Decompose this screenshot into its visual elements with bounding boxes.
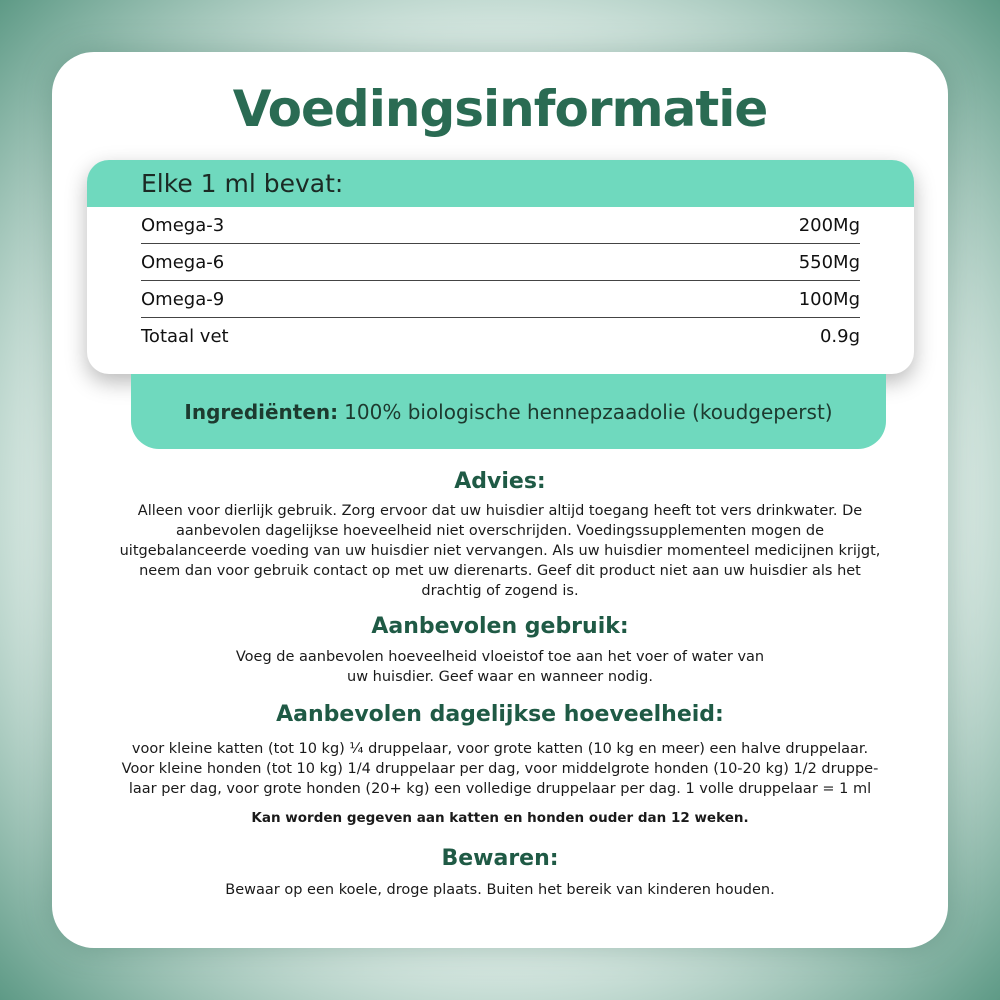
text-line: voor kleine katten (tot 10 kg) ¼ druppelaar, voor grote katten (10 kg en meer) een halve druppelaar.	[131, 741, 869, 757]
advies-text	[0, 501, 1000, 601]
age-note: Kan worden gegeven aan katten en honden ouder dan 12 weken.	[251, 810, 749, 826]
text-line: laar per dag, voor grote honden (20+ kg) een volledige druppelaar per dag. 1 volle druppelaar = 1 ml	[128, 781, 872, 797]
text-line: Voor kleine honden (tot 10 kg) 1/4 druppelaar per dag, voor middelgrote honden (10-20 kg) 1/2 druppe-	[121, 761, 879, 777]
nutrient-name: Omega-3	[141, 214, 225, 236]
bewaren-text: Bewaar op een koele, droge plaats. Buiten het bereik van kinderen houden.	[225, 882, 775, 898]
text-line: uw huisdier. Geef waar en wanneer nodig.	[347, 669, 653, 685]
nutrient-value: 200Mg	[798, 214, 860, 236]
text-line: neem dan voor gebruik contact op met uw dierenarts. Geef dit product niet aan uw huisdier als het	[139, 563, 861, 579]
nutrition-row	[141, 244, 860, 281]
text-line: Voeg de aanbevolen hoeveelheid vloeistof toe aan het voer of water van	[235, 649, 765, 665]
text-line: uitgebalanceerde voeding van uw huisdier niet vervangen. Als uw huisdier momenteel medicijnen krijgt,	[119, 543, 881, 559]
ingredients-label: Ingrediënten:	[184, 399, 339, 424]
nutrient-name: Omega-9	[141, 288, 225, 310]
bewaren-heading: Bewaren:	[441, 846, 559, 871]
nutrition-row	[141, 318, 860, 354]
nutrition-row	[141, 281, 860, 318]
nutrition-row	[141, 207, 860, 244]
hoeveelheid-text	[0, 739, 1000, 799]
text-line: Alleen voor dierlijk gebruik. Zorg ervoor dat uw huisdier altijd toegang heeft tot vers drinkwater. De	[137, 503, 863, 519]
text-line: drachtig of zogend is.	[421, 583, 579, 599]
text-line: aanbevolen dagelijkse hoeveelheid niet overschrijden. Voedingssupplementen mogen de	[175, 523, 825, 539]
gebruik-text	[0, 647, 1000, 687]
nutrient-value: 550Mg	[798, 251, 860, 273]
ingredients-banner	[131, 374, 886, 449]
nutrition-header: Elke 1 ml bevat:	[87, 160, 914, 207]
page-title: Voedingsinformatie	[232, 80, 768, 138]
nutrition-table	[87, 160, 914, 374]
nutrient-value: 100Mg	[798, 288, 860, 310]
nutrient-name: Omega-6	[141, 251, 225, 273]
nutrient-name: Totaal vet	[141, 325, 229, 347]
gebruik-heading: Aanbevolen gebruik:	[371, 614, 629, 639]
ingredients-text: 100% biologische hennepzaadolie (koudgeperst)	[344, 399, 833, 424]
hoeveelheid-heading: Aanbevolen dagelijkse hoeveelheid:	[276, 702, 724, 727]
nutrient-value: 0.9g	[819, 325, 860, 347]
advies-heading: Advies:	[454, 469, 546, 494]
